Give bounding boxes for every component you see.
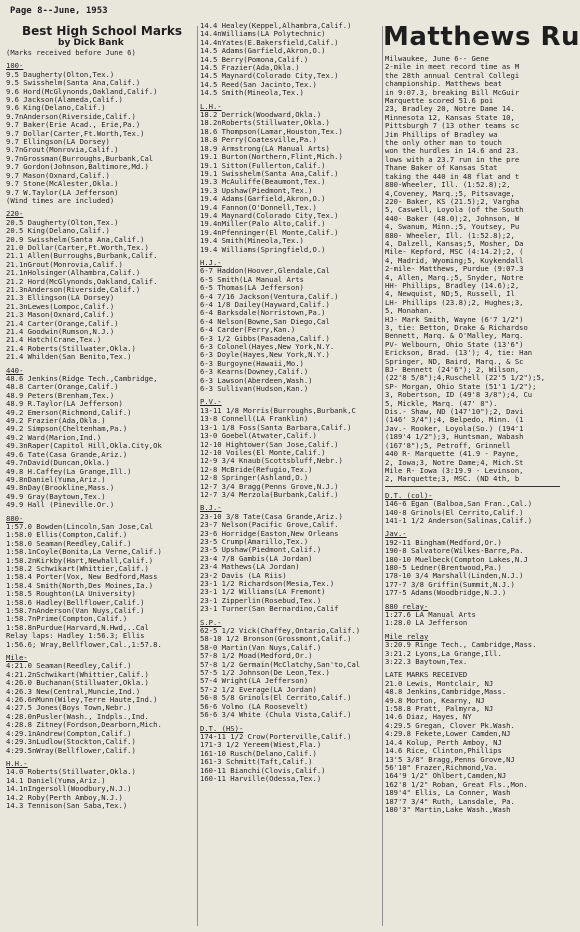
- mark-entry: 48.8 Jenkins,Cambridge,Mass.: [385, 687, 507, 697]
- text-line: 5, Mickle, Marq. (47' 8").: [385, 398, 498, 408]
- mark-entry: 23-2 Davis (LA Riis): [200, 570, 287, 580]
- byline: by Dick Bank: [58, 38, 124, 48]
- text-line: 3, tie: Betton, Drake & Richardso: [385, 323, 528, 332]
- mark-entry: 4:21.2nSchwikart(Whittier,Calif.): [6, 669, 149, 679]
- mark-entry: 57-4 Wright(LA Jefferson): [200, 676, 309, 686]
- mark-entry: 57-5 1/2 Johnson(De Leon,Tex.): [200, 668, 330, 678]
- mark-entry: 6-3 Burgoyne(Hawaii,Mo.): [200, 358, 304, 368]
- mark-entry: 18.2 Derrick(Woodward,Okla.): [200, 110, 322, 120]
- mark-entry: 6-5 Smith(LA Manual Arts: [200, 274, 304, 284]
- mark-entry: 23-1 Turner(San Bernardino,Calif: [200, 604, 339, 614]
- section-heading: Jav.-: [385, 529, 407, 539]
- mark-entry: 9.6 Hord(McGlynonds,Oakland,Calif.): [6, 86, 158, 96]
- mark-entry: 56-8 5/8 Grinols(El Cerrito,Calif.): [200, 693, 352, 703]
- mark-entry: LATE MARKS RECEIVED: [385, 670, 468, 680]
- mark-entry: 9.7 W.Taylor(LA Jefferson): [6, 187, 119, 197]
- mark-entry: 21.3 Mason(Oxnard,Calif.): [6, 310, 115, 320]
- mark-entry: 14.6 Rice, Clinton,Phillips: [385, 746, 502, 756]
- marks-list: [6, 62, 196, 810]
- mark-entry: 19.3 Upshaw(Piedmont,Tex.): [200, 185, 313, 195]
- mark-entry: 14.5 Adams(Garfield,Akron,O.): [200, 46, 326, 56]
- text-line: 880- Wheeler, Ill. (1:52.8);2,: [385, 230, 515, 240]
- mark-entry: 21.4 Whilden(San Benito,Tex.): [6, 352, 132, 362]
- mark-entry: 21.3nLewes(Lompoc,Calif.): [6, 301, 115, 311]
- mark-entry: 4:27.5 Jones(Boys Town,Nebr.): [6, 703, 132, 713]
- mark-entry: 1:58.2 Schwikart(Whittier,Calif.): [6, 563, 149, 573]
- mark-entry: 4:29.5nWray(Bellflower,Calif.): [6, 745, 136, 755]
- text-line: 3, Robertson, ID (49'8 3/8");4, Cu: [385, 390, 533, 400]
- mark-entry: 14.1nIngersoll(Woodbury,N.J.): [6, 784, 132, 794]
- text-line: (167'8");5, Petroff, Grinnell: [385, 440, 511, 450]
- column-divider: [382, 26, 383, 926]
- mark-entry: 1:58.0 Seaman(Reedley,Calif.): [6, 538, 132, 548]
- column-1: [6, 22, 196, 810]
- text-line: taking the 440 in 48 flat and t: [385, 171, 520, 181]
- mark-entry: 4:29.3nLudlow(Stockton,Calif.): [6, 737, 136, 747]
- text-line: Mile- Kepford, MSC (4:14.2);2, (: [385, 247, 524, 257]
- mark-entry: 23-5 Crump(Amarillo,Tex.): [200, 536, 309, 546]
- section-heading: 440-: [6, 365, 24, 375]
- mark-entry: 49.8nDaniel(Yuma,Ariz.): [6, 474, 106, 484]
- text-line: Milwaukee, June 6-- Gene: [385, 54, 489, 63]
- mark-entry: Relay laps: Hadley 1:56.3; Ellis: [6, 631, 145, 641]
- text-line: BJ- Bennett (24'6"); 2, Wilson,: [385, 365, 520, 375]
- text-line: Mile R- Iowa (3:19.9 - Levinson,: [385, 465, 524, 475]
- mark-entry: 23-7 Nelson(Pacific Grove,Calif.: [200, 520, 339, 530]
- mark-entry: 6-4 Carder(Ferry,Kan.): [200, 325, 296, 335]
- text-line: Jav.- Rooker, Loyola(So.) (194'1: [385, 423, 524, 433]
- mark-entry: 9.7 Baker(Erie Acad., Erie,Pa.): [6, 120, 141, 130]
- mark-entry: 14.4 Kolup, Perth Amboy, NJ: [385, 737, 502, 747]
- mark-entry: 49.8nDay(Brookline,Mass.): [6, 483, 115, 493]
- meet-results: [385, 181, 560, 484]
- mark-entry: 9.7nGrout(Monrovia,Calif.): [6, 145, 119, 155]
- mark-entry: 14.2 Roby(Perth Amboy,N.J.): [6, 792, 123, 802]
- mark-entry: 9.5 Daugherty(Olton,Tex.): [6, 69, 115, 79]
- page-header: Page 8--June, 1953: [10, 6, 108, 16]
- mark-entry: 19.3 McAuliffe(Beaumont,Tex.): [200, 177, 326, 187]
- mark-entry: 20.9 Swisshelm(Santa Ana,Calif.): [6, 234, 145, 244]
- mark-entry: 57-8 1/2 Germain(McClatchy,San'to,Cal: [200, 659, 361, 669]
- mark-entry: 58-10 1/2 Bronson(Grossmont,Calif.): [200, 634, 352, 644]
- mark-entry: 18.8 Perry(Coatesville,Pa.): [200, 135, 317, 145]
- mark-entry: 9.7 Ellingson(LA Dorsey): [6, 137, 110, 147]
- text-line: 4, Newquist, ND;5, Russell, Il: [385, 289, 515, 299]
- mark-entry: 57-8 1/2 Moad(Medford,Or.): [200, 651, 313, 661]
- notes: [6, 49, 196, 57]
- mark-entry: 49.9 Gray(Baytown,Tex.): [6, 491, 106, 501]
- mark-entry: 14.5 Reed(San Jacinto,Tex.): [200, 79, 317, 89]
- mark-entry: 19.1 Sitton(Fullerton,Calif.): [200, 160, 326, 170]
- text-line: 4, Swanum, Minn.;5, Youtsey, Pu: [385, 222, 520, 232]
- mark-entry: 180'3" Martin,Lake Wash.,Wash: [385, 804, 511, 814]
- section-heading: 880-: [6, 513, 24, 523]
- text-line: 5, Monahan.: [385, 306, 433, 316]
- text-line: 220- Baker, KS (21.5);2, Vargha: [385, 196, 520, 206]
- mark-entry: 1:27.6 LA Manual Arts: [385, 610, 476, 619]
- mark-entry: 13-1 1/8 Foss(Santa Barbara,Calif.): [200, 422, 352, 432]
- section-heading: P.V.-: [200, 397, 222, 407]
- mark-entry: 21.0 Dollar(Carter,Ft.Worth,Tex.): [6, 242, 149, 252]
- mark-entry: 1:58.6 Hadley(Bellflower,Calif.): [6, 597, 145, 607]
- mark-entry: 19.4 Williams(Springfield,O.): [200, 244, 326, 254]
- mark-entry: 1:58.8 Pratt, Palmyra, NJ: [385, 704, 494, 714]
- article-title: Best High School Marks: [22, 24, 182, 38]
- mark-entry: 4:28.0nPusler(Wash., Indpls.,Ind.: [6, 711, 149, 721]
- mark-entry: 9.7 Dollar(Carter,Ft.Worth,Tex.): [6, 128, 145, 138]
- mark-entry: 12-8 Springer(Ashland,O.): [200, 473, 309, 483]
- mark-entry: 20.5 King(Delano,Calif.): [6, 226, 110, 236]
- mark-entry: 4:21.0 Seaman(Reedley,Calif.): [6, 661, 132, 671]
- column-divider: [197, 26, 198, 926]
- mark-entry: 3:20.9 Ringe Tech., Cambridge,Mass.: [385, 640, 537, 650]
- mark-entry: 49.9 Hall (Pineville.Or.): [6, 500, 115, 510]
- mark-entry: 1:58.7nAnderson(Van Nuys,Calif.): [6, 606, 145, 615]
- mark-entry: 1:58.2nKirkby(Hart,Newhall,Calif.): [6, 555, 154, 565]
- mark-entry: 19.4 Adams(Garfield,Akron,O.): [200, 194, 326, 204]
- text-line: 5, Caswell, Loyola (of the South: [385, 205, 524, 215]
- mark-entry: 21.4 Roberts(Stillwater,Okla.): [6, 343, 136, 353]
- section-heading: L.H.-: [200, 101, 222, 111]
- text-line: won the hurdles in 14.6 and 23.: [385, 146, 520, 156]
- text-line: (146' 3/4");4, Belpedo, Minn. (1: [385, 415, 524, 425]
- mark-entry: 189'4" Ellis, La Conner, Wash: [385, 788, 511, 798]
- mark-entry: 1:58.4 Smith(North,Des Moines,Ia.): [6, 580, 154, 590]
- mark-entry: 23-10 3/8 Tate(Casa Grande,Ariz.): [200, 511, 343, 521]
- mark-entry: 178-10 3/4 Marshall(Linden,N.J.): [385, 571, 524, 581]
- mark-entry: 4:29.1nAndrew(Compton,Calif.): [6, 728, 132, 738]
- mark-entry: 14.4nYates(E.Bakersfield,Calif.): [200, 37, 339, 47]
- mark-entry: 14.6 Diaz, Hayes, NY: [385, 712, 472, 722]
- mark-entry: 19.4nMiller(Palo Alto,Calif.): [200, 219, 326, 229]
- mark-entry: 3:21.2 Lyons,La Grange,Ill.: [385, 648, 502, 658]
- mark-entry: 6-4 Barksdale(Norristown,Pa.): [200, 308, 326, 318]
- mark-entry: 6-3 Doyle(Hayes,New York,N.Y.): [200, 350, 330, 360]
- mark-entry: 180-10 Muelbeck(Compton Lakes,N.J: [385, 554, 528, 564]
- mark-entry: 18.6 Thompson(Lamar,Houston,Tex.): [200, 126, 343, 136]
- mark-entry: 56'10" Frazer,Richmond,Va.: [385, 762, 498, 772]
- column-3: [383, 22, 580, 814]
- mark-entry: 9.7 Stone(McAlester,Okla.): [6, 179, 119, 189]
- mark-entry: 6-3 1/2 Gibbs(Pasadena,Calif.): [200, 333, 330, 343]
- mark-entry: 13-0 Goebel(Atwater,Calif.): [200, 431, 317, 441]
- mark-entry: 14.4nWilliams(LA Polytechnic): [200, 29, 326, 39]
- mark-entry: 180-5 Ledner(Brentwood,Pa.): [385, 562, 502, 572]
- mark-entry: 23-1 1/2 Williams(LA Fremont): [200, 587, 326, 597]
- mark-entry: 6-5 Thomas(LA Jefferson): [200, 283, 304, 293]
- mark-entry: 6-7 Haddon(Hoover,Glendale,Cal: [200, 266, 330, 276]
- text-line: SP- Morgan, Ohio State (51'1 1/2");: [385, 381, 537, 391]
- mark-entry: 12-7 3/4 Merzola(Burbank,Calif.): [200, 489, 339, 499]
- text-line: 4,Coveney, Marq.;5, Pitsavage,: [385, 188, 515, 198]
- mark-entry: 9.6 King(Delano,Calif.): [6, 103, 106, 113]
- mark-entry: 14.4 Healey(Keppel,Alhambra,Calif.): [200, 21, 352, 30]
- mark-entry: 6-3 Lawson(Aberdeen,Wash.): [200, 375, 313, 385]
- mark-entry: 48.8 Carter(Orange,Calif.): [6, 382, 119, 392]
- mark-entry: 48.9 Peters(Brenham,Tex.): [6, 390, 115, 400]
- article-body: [385, 55, 560, 181]
- mark-entry: 4:26.0 Buchanan(Stillwater,Okla.): [6, 678, 149, 688]
- mark-entry: 49.2 Ward(Marion,Ind.): [6, 432, 102, 442]
- mark-entry: 6-3 Kearns(Downey,Calif.): [200, 367, 309, 377]
- mark-entry: 146-6 Egan (Balboa,San Fran.,Cal.): [385, 499, 533, 509]
- mark-entry: 1:58.8nPurdue(Harvard,N.Hwd,..Cal: [6, 622, 149, 632]
- mark-entry: 141-1 1/2 Anderson(Salinas,Calif.): [385, 515, 533, 525]
- mark-entry: 49.3nRaper(Capitol Hill,Okla.City,Ok: [6, 441, 162, 451]
- mark-entry: 177-5 Adams(Woodbridge,N.J.): [385, 588, 507, 598]
- mark-entry: 12-9 3/4 Knaub(Scottsbluff,Nebr.): [200, 456, 343, 466]
- text-line: Marquette scored 51.6 poi: [385, 96, 494, 106]
- mark-entry: 1:57.0 Bowden(Lincoln,San Jose,Cal: [6, 521, 154, 531]
- mark-entry: 49.8 H.Caffey(La Grange,Ill.): [6, 466, 132, 476]
- mark-entry: 21.4 Hatch(Crane,Tex.): [6, 335, 102, 345]
- mark-entry: 14.5 Smith(Mineola,Tex.): [200, 88, 304, 98]
- mark-entry: 162'8 1/2" Roban, Great Fls.,Mon.: [385, 779, 528, 789]
- mark-entry: 21.4 Carter(Orange,Calif.): [6, 318, 119, 328]
- mark-entry: 56-6 3/4 White (Chula Vista,Calif.): [200, 710, 352, 720]
- mark-entry: 49.2 Simpson(Cheltenham,Pa.): [6, 424, 128, 434]
- mark-entry: 23-1 1/2 Richardson(Mesia,Tex.): [200, 579, 335, 588]
- mark-entry: 4:26.3 New(Central,Muncie,Ind.): [6, 686, 141, 696]
- mark-entry: 13'5 3/8" Bragg,Penns Grove,NJ: [385, 754, 515, 764]
- text-line: 440- Baker (48.0);2, Johnson, W: [385, 213, 520, 223]
- mark-entry: 21.1nGrout(Monrovia,Calif.): [6, 259, 123, 269]
- text-line: 2, Marquette;3, MSC. (ND 4th, b: [385, 474, 520, 484]
- mark-entry: 6-3 Colonel(Hayes,New York,N.Y.: [200, 342, 335, 352]
- mark-entry: 140-8 Grinols(El Cerrito,Calif.): [385, 507, 524, 517]
- mark-entry: 14.0 Roberts(Stillwater,Okla.): [6, 767, 136, 777]
- mark-entry: 18.2nRoberts(Stillwater,Okla.): [200, 118, 330, 128]
- mark-entry: 6-4 1/8 Dailey(Hayward,Calif.): [200, 300, 330, 309]
- text-line: 23, Bradley 20, Notre Dame 14.: [385, 104, 515, 114]
- mark-entry: 6-4 7/16 Jackson(Ventura,Calif.): [200, 291, 339, 301]
- mark-entry: 21.2 Hord(McGlynonds,Oakland,Calif.: [6, 276, 158, 286]
- mark-entry: 1:28.0 LA Jefferson: [385, 618, 468, 628]
- mark-entry: 9.5 Swisshelm(Santa Ana,Calif.): [6, 78, 141, 88]
- mark-entry: 9.7 Mason(Oxnard,Calif.): [6, 170, 110, 180]
- mark-entry: 190-8 Salvatore(Wilkes-Barre,Pa.: [385, 546, 524, 556]
- mark-entry: 49.8 Morton, Kearny, NJ: [385, 695, 485, 705]
- section-heading: B.J.-: [200, 503, 222, 513]
- section-heading: H.J.-: [200, 257, 222, 267]
- mark-entry: 4:28.8 Zitney(Fordson,Dearborn,Mich.: [6, 720, 162, 730]
- text-line: LH- Phillips (23.8);2, Hughes;3,: [385, 297, 524, 307]
- marks-list: [200, 22, 382, 783]
- mark-entry: 13-8 Connell(LA Franklin): [200, 414, 309, 424]
- text-line: 4, Dalzell, Kansas;5, Mosher, Da: [385, 238, 524, 248]
- text-line: HH- Phillips, Bradley (14.6);2,: [385, 280, 520, 290]
- text-line: Thane Baker of Kansas Stat: [385, 163, 498, 173]
- text-line: lows with a 23.7 run in the pre: [385, 154, 520, 164]
- mark-entry: 58-0 Martin(Van Nuys,Calif.): [200, 642, 322, 652]
- mark-entry: 21.3nAnderson(Riverside,Calif.): [6, 284, 141, 294]
- mark-entry: 23-4 Mathews(LA Jordan): [200, 562, 300, 572]
- mark-entry: 19.4 Maynard(Colorado City,Tex.): [200, 210, 339, 220]
- mark-entry: 161-3 Schmitt(Taft,Calif.): [200, 757, 313, 767]
- text-line: PV- Welbourn, Ohio State (13'6"): [385, 339, 524, 349]
- mark-entry: 9.7nAnderson(Riverside,Calif.): [6, 111, 136, 121]
- mark-entry: 160-11 Bianchi(Clovis,Calif.): [200, 765, 326, 775]
- mark-entry: 1:58.1nCoyle(Bonita,La Verne,Calif.): [6, 547, 162, 557]
- mark-entry: 23-6 Horridge(Easton,New Orleans: [200, 528, 339, 538]
- mark-entry: 23-5 Upshaw(Piedmont,Calif.): [200, 545, 322, 555]
- mark-entry: 12-10 Hightower(San Jose,Calif.): [200, 439, 339, 449]
- mark-entry: 56-6 Volmo (LA Roosevelt): [200, 701, 309, 711]
- mark-entry: 4:29.8 Fekete,Lower Camden,NJ: [385, 729, 511, 739]
- mark-entry: 12-7 3/4 Bragg(Penns Grove,N.J.): [200, 481, 339, 491]
- text-line: 4, Madrid, Wyoming;5, Kuykendall: [385, 255, 524, 265]
- divider: [385, 486, 560, 487]
- mark-entry: 18.9 Armstrong(LA Manual Arts): [200, 143, 330, 153]
- text-line: championship. Matthews beat: [385, 79, 502, 89]
- mark-entry: 174-11 1/2 Crow(Porterville,Calif.): [200, 731, 352, 741]
- mark-entry: 9.6 Jackson(Alameda,Calif.): [6, 95, 123, 105]
- mark-entry: 1:58.0 Ellis(Compton,Calif.): [6, 530, 128, 540]
- column-2: [200, 22, 382, 783]
- mark-entry: 14.5 Berry(Pomona,Calif.): [200, 54, 309, 64]
- mark-entry: 4:29.5 Gregan, Clover Pk.Wash.: [385, 720, 515, 730]
- mark-entry: 20.5 Daugherty(Olton,Tex.): [6, 217, 119, 227]
- text-line: HJ- Mark Smith, Wayne (6'7 1/2"): [385, 314, 524, 324]
- section-heading: H.H.-: [6, 758, 28, 768]
- mark-entry: 19.1 Swisshelm(Santa Ana,Calif.): [200, 168, 339, 178]
- text-line: Erickson, Brad. (13'); 4, tie: Han: [385, 348, 533, 358]
- mark-entry: 3:22.3 Baytown,Tex.: [385, 657, 468, 667]
- mark-entry: 14.3 Tennison(San Saba,Tex.): [6, 800, 128, 810]
- mark-entry: 62-5 1/2 Vick(Chaffey,Ontario,Calif.): [200, 626, 361, 636]
- mark-entry: 6-4 Nelson(Bowne,San Diego,Cal: [200, 316, 330, 326]
- section-heading: 220-: [6, 209, 24, 219]
- text-line: 2, Iowa;3, Notre Dame;4, Mich.St: [385, 457, 524, 467]
- mark-entry: 21.3 Ellingson(LA Dorsey): [6, 293, 115, 303]
- mark-entry: 14.1 Daniel(Yuma,Ariz.): [6, 775, 106, 785]
- mark-entry: 164'9 1/2" Ohlbert,Camden,NJ: [385, 771, 507, 781]
- mark-entry: 13-11 1/8 Morris(Burroughs,Burbank,C: [200, 405, 356, 415]
- mark-entry: 1:58.5 Roughton(LA University): [6, 589, 136, 599]
- text-line: Jim Phillips of Bradley wa: [385, 129, 498, 139]
- mark-entry: 19.4 Fannon(O'Donnell,Tex.): [200, 202, 317, 212]
- section-heading: 100-: [6, 61, 24, 71]
- section-heading: S.P.-: [200, 617, 222, 627]
- mark-entry: 1:58.7nPrime(Compton,Calif.): [6, 614, 128, 624]
- section-heading: 880 relay-: [385, 601, 429, 611]
- mark-entry: 14.5 Maynard(Colorado City,Tex.): [200, 71, 339, 81]
- mark-entry: 9.7nGrossman(Burroughs,Burbank,Cal: [6, 153, 154, 163]
- text-line: the 28th annual Central Collegi: [385, 70, 520, 80]
- section-heading: Mile relay: [385, 631, 429, 641]
- text-line: Springer, ND, Baird, Marq., & Sc: [385, 356, 524, 366]
- mark-entry: 177-7 3/8 Griffin(Summit,N.J.): [385, 579, 515, 589]
- text-line: Dis.- Shaw, ND (147'10");2, Davi: [385, 407, 524, 417]
- mark-entry: 19.4 Smith(Mineola,Tex.): [200, 236, 304, 246]
- mark-entry: 48.6 Jenkins(Ridge Tech.,Cambridge,: [6, 374, 158, 384]
- mark-entry: 57-2 1/2 Everage(LA Jordan): [200, 684, 317, 694]
- mark-entry: 192-11 Bingham(Medford,Or.): [385, 537, 502, 547]
- mark-entry: 171-3 1/2 Yereem(Wiest,Fla.): [200, 740, 322, 750]
- mark-entry: 1:58.4 Porter(Vox, New Bedford,Mass: [6, 572, 158, 582]
- text-line: Bennett, Marq. & O'Malley, Marq.: [385, 331, 524, 341]
- text-line: the only other man to touch: [385, 138, 502, 148]
- mark-entry: 23-1 Zipperlin(Rosebud,Tex.): [200, 595, 322, 605]
- mark-entry: 21.1 Allen(Burroughs,Burbank,Calif.: [6, 251, 158, 261]
- text-line: 880-Wheeler, Ill. (1:52.8);2,: [385, 180, 511, 190]
- mark-entry: 49.2 Frazier(Ada,Okla.): [6, 416, 106, 426]
- mark-entry: 161-10 Rusch(Delano,Calif.): [200, 748, 317, 758]
- mark-entry: 19.1 Burton(Northern,Flint,Mich.): [200, 152, 343, 162]
- mark-entry: 49.2 Emerson(Richmond,Calif.): [6, 407, 132, 417]
- text-line: (189'4 1/2");3, Huntsman, Wabash: [385, 432, 524, 442]
- mark-entry: 9.7 Gordon(Johnson,Baltimore,Md.): [6, 162, 149, 172]
- mark-entry: 21.1nHolsinger(Alhambra,Calif.): [6, 268, 141, 278]
- text-line: Pittsburgh 7 (13 other teams sc: [385, 121, 520, 131]
- text-line: in 9:07.3, breaking Bill McGuir: [385, 87, 520, 97]
- mark-entry: 12-10 Voiles(El Monte,Calif.): [200, 447, 326, 457]
- mark-entry: 48.9 R.Taylor(LA Jefferson): [6, 399, 123, 409]
- mark-entry: 1:56.6; Wray,Bellflower,Cal.,1:57.8.: [6, 639, 162, 649]
- headline: Matthews Ru: [383, 22, 580, 52]
- mark-entry: 21.4 Goodwin(Rumson,N.J.): [6, 327, 115, 336]
- mark-entry: 23-4 7/8 Gambis(LA Jordan): [200, 553, 313, 563]
- mark-entry: 49.7nDavid(Duncan,Okla.): [6, 458, 110, 468]
- mark-entry: 21.0 Lewis, Montclair, NJ: [385, 678, 494, 688]
- section-heading: Mile-: [6, 653, 28, 663]
- text-line: 440 R- Marquette (41.9 - Payne,: [385, 449, 520, 459]
- section-heading: D.T. (col)-: [385, 490, 433, 500]
- section-heading: D.T. (HS)-: [200, 723, 244, 733]
- text-line: (Marks received before June 6): [6, 48, 136, 57]
- mark-entry: 49.6 Tate(Casa Grande,Ariz.): [6, 449, 128, 459]
- mark-entry: 6-3 Sullivan(Hudson,Kan.): [200, 384, 309, 394]
- mark-entry: 160-11 Harville(Odessa,Tex.): [200, 773, 322, 783]
- text-line: 2-mile in meet record time as M: [385, 62, 520, 72]
- text-line: Minnesota 12, Kansas State 10,: [385, 112, 515, 122]
- mark-entry: 14.5 Frazier(Ada,Okla.): [200, 63, 300, 73]
- mark-entry: 187'7 3/4" Ruth, Lansdale, Pa.: [385, 796, 515, 806]
- text-line: 4, Allen, Marq.;5, Snyder, Notre: [385, 272, 524, 282]
- text-line: (22'8 5/8");4,Ruschell (22'5 1/2");5,: [385, 373, 546, 383]
- mark-entry: (Wind times are included): [6, 195, 115, 205]
- text-line: 2-mile- Matthews, Purdue (9:07.3: [385, 264, 524, 274]
- marks-list: [385, 492, 560, 815]
- mark-entry: 12-8 McBride(Refugio,Tex.): [200, 464, 313, 474]
- mark-entry: 19.4nPfenninger(El Monte,Calif.): [200, 227, 339, 237]
- mark-entry: 4:26.6nMunn(Wiley,Terre Haute,Ind.): [6, 695, 158, 705]
